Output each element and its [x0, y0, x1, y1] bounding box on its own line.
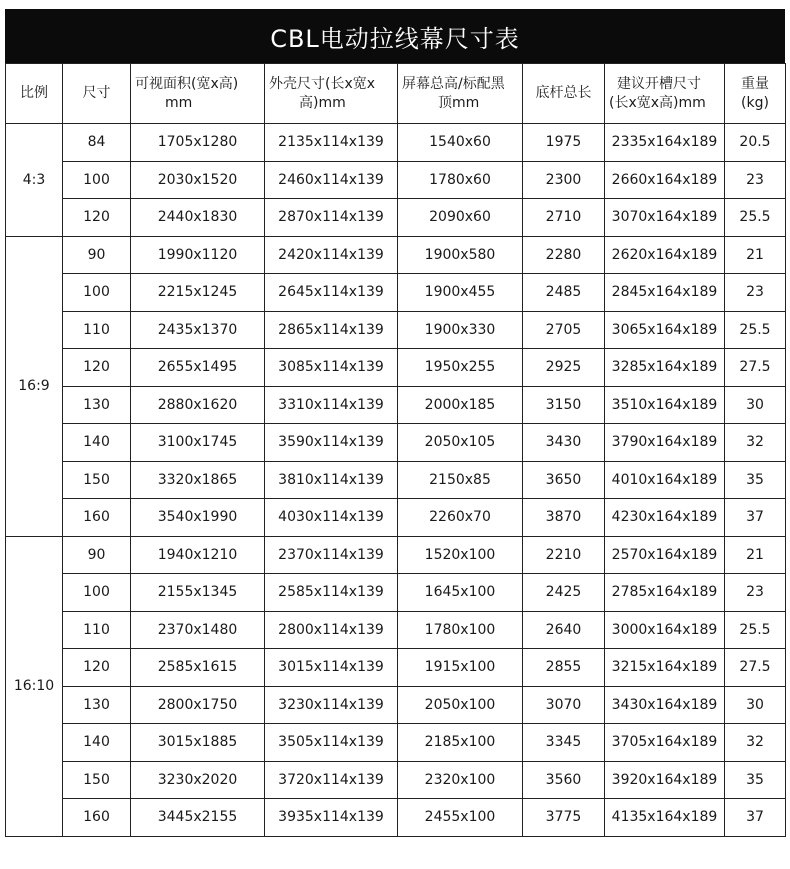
header-slot-size: 建议开槽尺寸 (长x宽x高)mm	[605, 64, 725, 124]
cell-screen-height: 2000x185	[398, 386, 523, 424]
table-row	[6, 311, 786, 349]
cell-visible-area: 2155x1345	[131, 574, 265, 612]
cell-visible-area: 1940x1210	[131, 536, 265, 574]
table-row	[6, 349, 786, 387]
cell-screen-height: 1900x330	[398, 311, 523, 349]
cell-shell-size: 2865x114x139	[265, 311, 398, 349]
cell-shell-size: 2460x114x139	[265, 161, 398, 199]
cell-slot-size: 3510x164x189	[605, 386, 725, 424]
cell-ratio: 16:9	[6, 236, 63, 536]
table-row	[6, 161, 786, 199]
cell-slot-size: 2570x164x189	[605, 536, 725, 574]
cell-bar-length: 3150	[523, 386, 605, 424]
cell-visible-area: 2655x1495	[131, 349, 265, 387]
cell-shell-size: 3230x114x139	[265, 686, 398, 724]
cell-slot-size: 4135x164x189	[605, 799, 725, 837]
cell-size: 84	[63, 124, 131, 162]
cell-screen-height: 2320x100	[398, 761, 523, 799]
cell-slot-size: 3920x164x189	[605, 761, 725, 799]
cell-screen-height: 2150x85	[398, 461, 523, 499]
cell-visible-area: 2435x1370	[131, 311, 265, 349]
cell-slot-size: 3070x164x189	[605, 199, 725, 237]
cell-visible-area: 2800x1750	[131, 686, 265, 724]
cell-size: 90	[63, 236, 131, 274]
cell-screen-height: 2455x100	[398, 799, 523, 837]
cell-shell-size: 2135x114x139	[265, 124, 398, 162]
cell-shell-size: 2870x114x139	[265, 199, 398, 237]
cell-visible-area: 1705x1280	[131, 124, 265, 162]
cell-bar-length: 2925	[523, 349, 605, 387]
cell-size: 160	[63, 799, 131, 837]
table-row	[6, 686, 786, 724]
cell-size: 160	[63, 499, 131, 537]
cell-visible-area: 2585x1615	[131, 649, 265, 687]
cell-weight: 23	[725, 274, 786, 312]
cell-screen-height: 2260x70	[398, 499, 523, 537]
cell-slot-size: 2660x164x189	[605, 161, 725, 199]
cell-weight: 27.5	[725, 649, 786, 687]
cell-weight: 25.5	[725, 311, 786, 349]
table-row	[6, 236, 786, 274]
cell-screen-height: 2090x60	[398, 199, 523, 237]
cell-bar-length: 1975	[523, 124, 605, 162]
cell-shell-size: 2645x114x139	[265, 274, 398, 312]
cell-shell-size: 2420x114x139	[265, 236, 398, 274]
cell-weight: 35	[725, 461, 786, 499]
table-row	[6, 274, 786, 312]
cell-bar-length: 3775	[523, 799, 605, 837]
cell-visible-area: 1990x1120	[131, 236, 265, 274]
table-row	[6, 124, 786, 162]
cell-visible-area: 3230x2020	[131, 761, 265, 799]
cell-bar-length: 2855	[523, 649, 605, 687]
cell-visible-area: 3100x1745	[131, 424, 265, 462]
cell-visible-area: 3540x1990	[131, 499, 265, 537]
header-weight: 重量 (kg)	[725, 64, 786, 124]
table-row	[6, 574, 786, 612]
cell-bar-length: 2710	[523, 199, 605, 237]
cell-shell-size: 2800x114x139	[265, 611, 398, 649]
cell-weight: 21	[725, 536, 786, 574]
cell-screen-height: 1540x60	[398, 124, 523, 162]
cell-slot-size: 3000x164x189	[605, 611, 725, 649]
cell-slot-size: 3705x164x189	[605, 724, 725, 762]
cell-slot-size: 3215x164x189	[605, 649, 725, 687]
cell-weight: 32	[725, 424, 786, 462]
cell-bar-length: 2300	[523, 161, 605, 199]
cell-screen-height: 2050x105	[398, 424, 523, 462]
cell-bar-length: 3870	[523, 499, 605, 537]
cell-bar-length: 2640	[523, 611, 605, 649]
cell-size: 100	[63, 274, 131, 312]
cell-shell-size: 3720x114x139	[265, 761, 398, 799]
spec-table	[5, 63, 786, 837]
cell-weight: 20.5	[725, 124, 786, 162]
cell-shell-size: 3935x114x139	[265, 799, 398, 837]
cell-slot-size: 4230x164x189	[605, 499, 725, 537]
cell-bar-length: 3430	[523, 424, 605, 462]
cell-shell-size: 3015x114x139	[265, 649, 398, 687]
table-row	[6, 424, 786, 462]
cell-size: 150	[63, 761, 131, 799]
cell-screen-height: 1915x100	[398, 649, 523, 687]
cell-screen-height: 2050x100	[398, 686, 523, 724]
cell-screen-height: 1900x580	[398, 236, 523, 274]
cell-shell-size: 3810x114x139	[265, 461, 398, 499]
cell-slot-size: 3065x164x189	[605, 311, 725, 349]
cell-weight: 35	[725, 761, 786, 799]
cell-shell-size: 2370x114x139	[265, 536, 398, 574]
cell-size: 110	[63, 611, 131, 649]
cell-visible-area: 2880x1620	[131, 386, 265, 424]
cell-slot-size: 2335x164x189	[605, 124, 725, 162]
cell-slot-size: 2785x164x189	[605, 574, 725, 612]
cell-screen-height: 1645x100	[398, 574, 523, 612]
cell-ratio: 16:10	[6, 536, 63, 836]
table-row	[6, 761, 786, 799]
cell-bar-length: 2210	[523, 536, 605, 574]
header-screen-height: 屏幕总高/标配黑 顶mm	[398, 64, 523, 124]
header-shell-size: 外壳尺寸(长x宽x 高)mm	[265, 64, 398, 124]
cell-slot-size: 2620x164x189	[605, 236, 725, 274]
table-row	[6, 199, 786, 237]
cell-size: 130	[63, 386, 131, 424]
cell-weight: 27.5	[725, 349, 786, 387]
cell-slot-size: 3285x164x189	[605, 349, 725, 387]
cell-shell-size: 4030x114x139	[265, 499, 398, 537]
cell-visible-area: 2370x1480	[131, 611, 265, 649]
cell-size: 120	[63, 199, 131, 237]
header-ratio: 比例	[6, 64, 63, 124]
cell-slot-size: 3430x164x189	[605, 686, 725, 724]
cell-size: 130	[63, 686, 131, 724]
cell-screen-height: 1950x255	[398, 349, 523, 387]
cell-visible-area: 2440x1830	[131, 199, 265, 237]
cell-bar-length: 2425	[523, 574, 605, 612]
cell-shell-size: 3085x114x139	[265, 349, 398, 387]
cell-shell-size: 3505x114x139	[265, 724, 398, 762]
cell-size: 140	[63, 724, 131, 762]
cell-weight: 32	[725, 724, 786, 762]
cell-bar-length: 3070	[523, 686, 605, 724]
cell-size: 140	[63, 424, 131, 462]
cell-slot-size: 2845x164x189	[605, 274, 725, 312]
cell-weight: 37	[725, 799, 786, 837]
cell-weight: 23	[725, 574, 786, 612]
cell-slot-size: 3790x164x189	[605, 424, 725, 462]
table-row	[6, 499, 786, 537]
header-size: 尺寸	[63, 64, 131, 124]
cell-slot-size: 4010x164x189	[605, 461, 725, 499]
cell-visible-area: 3445x2155	[131, 799, 265, 837]
cell-bar-length: 3650	[523, 461, 605, 499]
cell-weight: 30	[725, 386, 786, 424]
table-row	[6, 386, 786, 424]
header-bar-length: 底杆总长	[523, 64, 605, 124]
cell-size: 120	[63, 349, 131, 387]
table-row	[6, 611, 786, 649]
cell-size: 100	[63, 574, 131, 612]
cell-shell-size: 2585x114x139	[265, 574, 398, 612]
cell-screen-height: 1520x100	[398, 536, 523, 574]
cell-size: 90	[63, 536, 131, 574]
cell-weight: 23	[725, 161, 786, 199]
cell-screen-height: 1900x455	[398, 274, 523, 312]
cell-bar-length: 2485	[523, 274, 605, 312]
header-visible-area: 可视面积(宽x高) mm	[131, 64, 265, 124]
cell-screen-height: 1780x100	[398, 611, 523, 649]
table-row	[6, 799, 786, 837]
cell-weight: 25.5	[725, 199, 786, 237]
cell-screen-height: 2185x100	[398, 724, 523, 762]
table-row	[6, 724, 786, 762]
cell-visible-area: 3320x1865	[131, 461, 265, 499]
cell-size: 120	[63, 649, 131, 687]
table-row	[6, 649, 786, 687]
cell-weight: 25.5	[725, 611, 786, 649]
cell-size: 110	[63, 311, 131, 349]
page-title: CBL电动拉线幕尺寸表	[5, 9, 785, 63]
cell-shell-size: 3590x114x139	[265, 424, 398, 462]
cell-size: 100	[63, 161, 131, 199]
cell-visible-area: 2215x1245	[131, 274, 265, 312]
cell-weight: 21	[725, 236, 786, 274]
cell-size: 150	[63, 461, 131, 499]
cell-visible-area: 2030x1520	[131, 161, 265, 199]
cell-visible-area: 3015x1885	[131, 724, 265, 762]
cell-screen-height: 1780x60	[398, 161, 523, 199]
cell-bar-length: 3345	[523, 724, 605, 762]
table-row	[6, 461, 786, 499]
cell-bar-length: 2280	[523, 236, 605, 274]
table-header-row	[6, 64, 786, 124]
table-row	[6, 536, 786, 574]
cell-bar-length: 2705	[523, 311, 605, 349]
cell-weight: 30	[725, 686, 786, 724]
cell-ratio: 4:3	[6, 124, 63, 237]
cell-bar-length: 3560	[523, 761, 605, 799]
cell-weight: 37	[725, 499, 786, 537]
cell-shell-size: 3310x114x139	[265, 386, 398, 424]
